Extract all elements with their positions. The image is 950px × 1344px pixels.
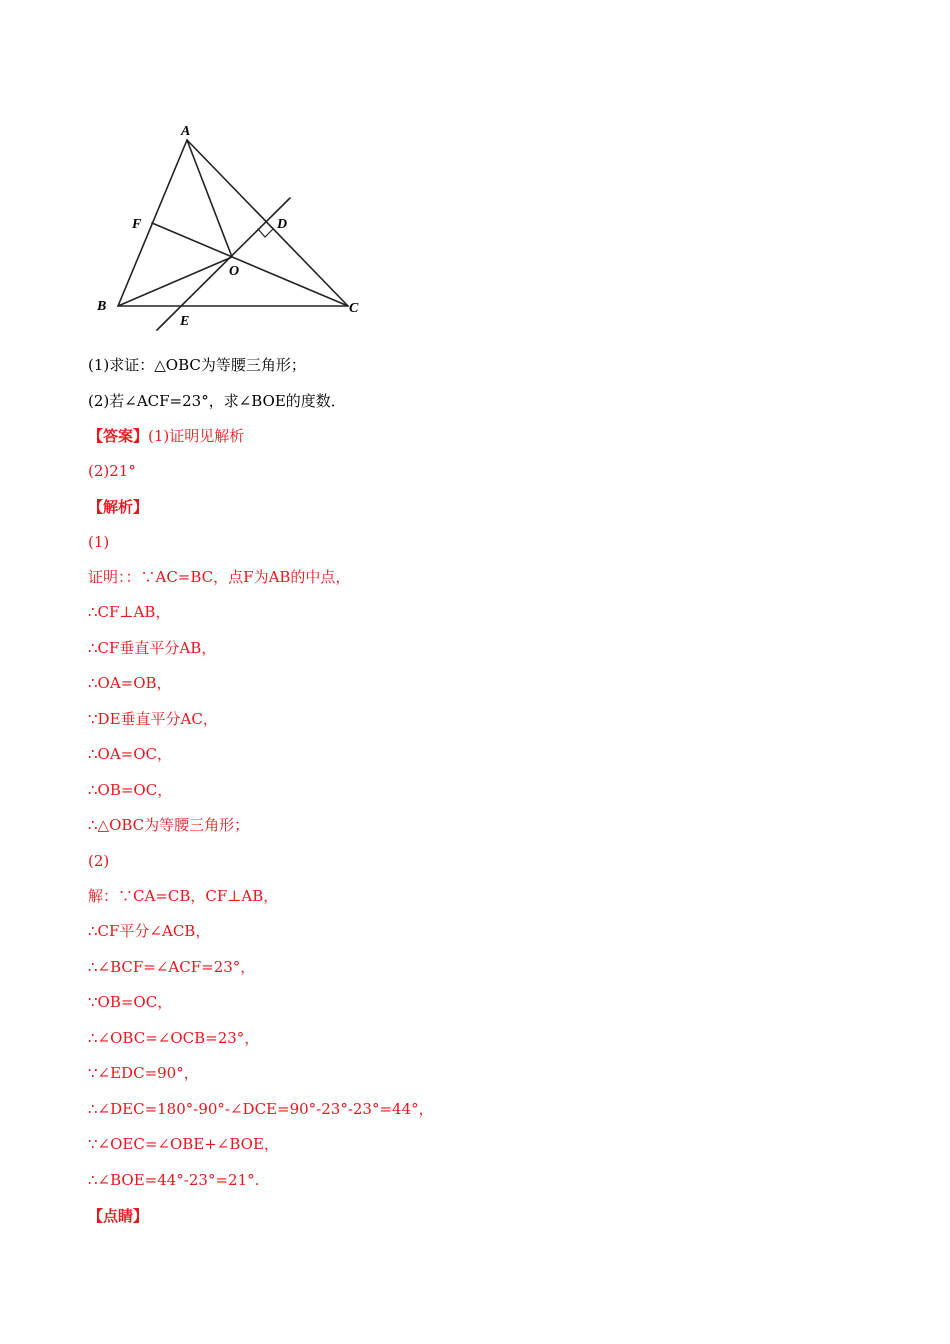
analysis-step: ∴OB=OC， (88, 781, 173, 799)
label-O: O (229, 264, 240, 279)
analysis-step: ∵∠OEC=∠OBE+∠BOE， (88, 1135, 279, 1153)
analysis-step: ∴△OBC为等腰三角形； (88, 816, 250, 834)
label-B: B (97, 299, 107, 314)
right-angle-mark (258, 229, 273, 237)
label-A: A (181, 124, 191, 139)
segment-AO (187, 140, 232, 257)
analysis-step: ∴CF平分∠ACB， (88, 922, 211, 940)
triangle-figure (86, 118, 376, 338)
segment-AC (187, 140, 348, 306)
analysis-step: ∴OA=OB， (88, 674, 172, 692)
analysis-tag: 【解析】 (88, 498, 149, 516)
analysis-step: 解：∵CA=CB，CF⊥AB， (88, 887, 279, 905)
comment-tag: 【点睛】 (88, 1207, 149, 1225)
analysis-step: ∴∠BCF=∠ACF=23°， (88, 958, 256, 976)
analysis-step: ∴CF垂直平分AB， (88, 639, 217, 657)
analysis-step: ∵∠EDC=90°， (88, 1064, 199, 1082)
analysis-step: ∵DE垂直平分AC， (88, 710, 218, 728)
answer-part2-line (88, 460, 136, 482)
analysis-step: 证明：：∵AC=BC，点F为AB的中点， (88, 568, 351, 586)
answer-line (88, 425, 244, 447)
label-E: E (180, 314, 190, 329)
question-1: (1)求证：△OBC为等腰三角形； (88, 356, 306, 374)
analysis-step: ∴∠OBC=∠OCB=23°， (88, 1029, 260, 1047)
line-DE (157, 198, 290, 330)
analysis-step: ∴∠DEC=180°-90°-∠DCE=90°-23°-23°=44°， (88, 1100, 434, 1118)
analysis-part2-label: (2) (88, 852, 110, 870)
question-2: (2)若∠ACF=23°，求∠BOE的度数． (88, 392, 346, 410)
answer-part2-value: 21° (109, 462, 136, 480)
analysis-step: ∵OB=OC， (88, 993, 173, 1011)
analysis-step: ∴∠BOE=44°-23°=21°. (88, 1171, 260, 1189)
analysis-part1-label: (1) (88, 533, 110, 551)
answer-tag: 【答案】 (88, 427, 149, 445)
segment-FC (152, 223, 348, 306)
label-F: F (132, 217, 142, 232)
label-C: C (349, 301, 359, 316)
label-D: D (277, 217, 288, 232)
answer-part2-prefix: (2) (88, 462, 110, 480)
analysis-step: ∴OA=OC， (88, 745, 173, 763)
answer-part1: (1)证明见解析 (148, 427, 245, 445)
analysis-step: ∴CF⊥AB， (88, 603, 171, 621)
